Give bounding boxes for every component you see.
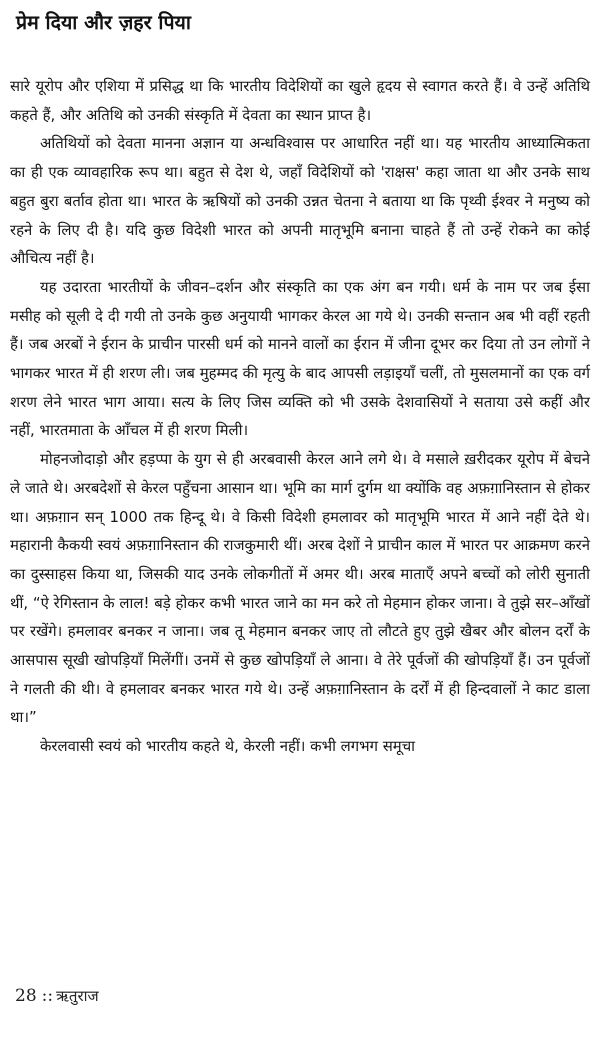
paragraph-4: मोहनजोदाड़ो और हड़प्पा के युग से ही अरबवासी केरल आने लगे थे। वे मसाले ख़रीदकर यूरोप में बेचने ले जाते थे। अरबदेशों से केरल पहुँचना आसान था। भूमि का मार्ग दुर्गम था क्योंकि वह अफ़ग़ानिस्तान से होकर था। अफ़ग़ान सन् 1000 तक हिन्दू थे। वे किसी विदेशी हमलावर को मातृभूमि भारत में आने नहीं देते थे। महारानी कैकयी स्वयं अफ़ग़ानिस्तान की राजकुमारी थीं। अरब देशों ने प्राचीन काल में भारत पर आक्रमण करने का दुस्साहस किया था, जिसकी याद उनके लोकगीतों में अमर थी। अरब माताएँ अपने बच्चों को लोरी सुनाती थीं, “ऐ रेगिस्तान के लाल! बड़े होकर कभी भारत जाने का मन करे तो मेहमान होकर जाना। वे तुझे सर–आँखों पर रखेंगे। हमलावर बनकर न जाना। जब तू मेहमान बनकर जाए तो लौटते हुए तुझे खैबर और बोलन दर्रों के आसपास सूखी खोपड़ियाँ मिलेंगीं। उनमें से कुछ खोपड़ियाँ ले आना। वे तेरे पूर्वजों की खोपड़ियाँ हैं। उन पूर्वजों ने गलती की थी। वे हमलावर बनकर भारत गये थे। उन्हें अफ़ग़ानिस्तान के दर्रों में ही हिन्दवालों ने काट डाला था।” (10, 450, 590, 727)
chapter-title: प्रेम दिया और ज़हर पिया (16, 11, 191, 34)
page-footer (15, 986, 99, 1006)
paragraph-2: अतिथियों को देवता मानना अज्ञान या अन्धविश्वास पर आधारित नहीं था। यह भारतीय आध्यात्मिकता का ही एक व्यावहारिक रूप था। बहुत से देश थे, जहाँ विदेशियों को 'राक्षस' कहा जाता था और उनके साथ बहुत बुरा बर्ताव होता था। भारत के ऋषियों को उनकी उन्नत चेतना ने बताया था कि पृथ्वी ईश्वर ने मनुष्य को रहने के लिए दी है। यदि कुछ विदेशी भारत को अपनी मातृभूमि बनाना चाहते हैं तो उन्हें रोकने का कोई औचित्य नहीं है। (10, 134, 590, 268)
paragraph-5: केरलवासी स्वयं को भारतीय कहते थे, केरली नहीं। कभी लगभग समूचा (40, 737, 416, 756)
page-number: 28 (15, 986, 37, 1006)
paragraph-3: यह उदारता भारतीयों के जीवन–दर्शन और संस्कृति का एक अंग बन गयी। धर्म के नाम पर जब ईसा मसीह को सूली दे दी गयी तो उनके कुछ अनुयायी भागकर केरल आ गये थे। उनकी सन्तान अब भी वहीं रहती हैं। जब अरबों ने ईरान के प्राचीन पारसी धर्म को मानने वालों का ईरान में जीना दूभर कर दिया तो उन लोगों ने भागकर भारत में ही शरण ली। जब मुहम्मद की मृत्यु के बाद आपसी लड़ाइयाँ चलीं, तो मुसलमानों का एक वर्ग शरण लेने भारत भाग आया। सत्य के लिए जिस व्यक्ति को भी उसके देशवासियों ने सताया उसे कहीं और नहीं, भारतमाता के आँचल में ही शरण मिली। (10, 277, 590, 440)
book-title: ऋतुराज (56, 987, 99, 1005)
paragraph-1: सारे यूरोप और एशिया में प्रसिद्ध था कि भारतीय विदेशियों का खुले हृदय से स्वागत करते हैं। वे उन्हें अतिथि कहते हैं, और अतिथि को उनकी संस्कृति में देवता का स्थान प्राप्त है। (10, 77, 590, 124)
chapter-body (10, 72, 590, 761)
footer-separator: :: (41, 986, 54, 1006)
